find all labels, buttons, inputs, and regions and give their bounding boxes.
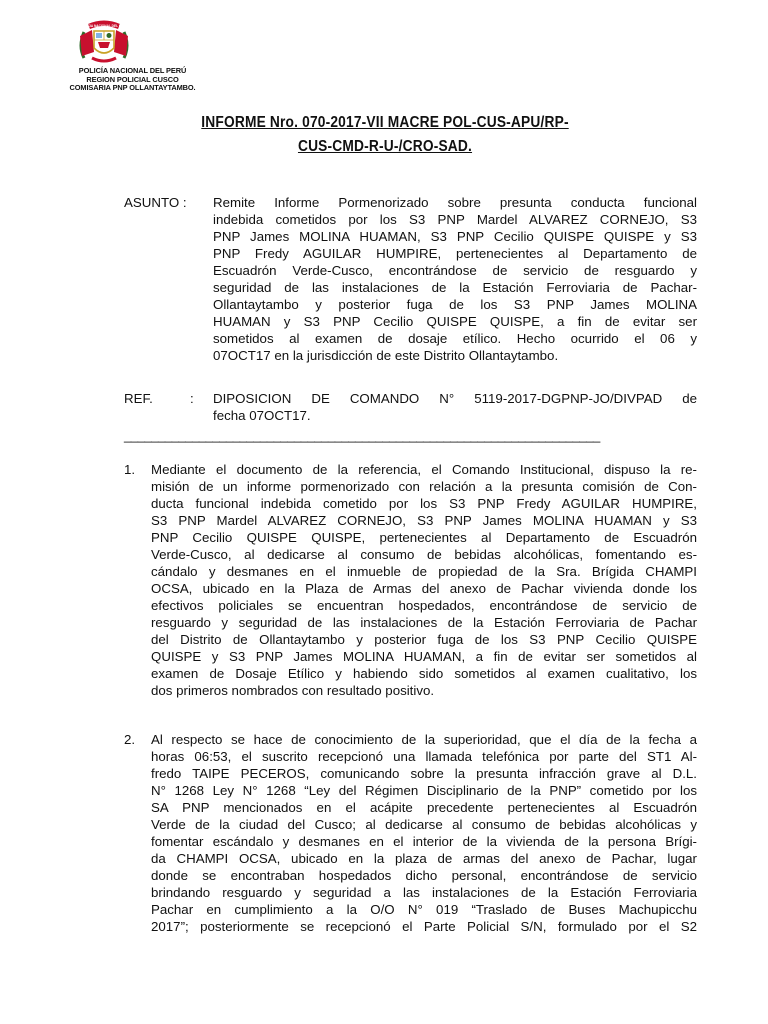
institution-line: REGION POLICIAL CUSCO bbox=[86, 74, 179, 84]
text-line: 07OCT17 en la jurisdicción de este Distrito Ollantaytambo. bbox=[213, 348, 559, 363]
institution-line: COMISARIA PNP OLLANTAYTAMBO. bbox=[69, 83, 196, 93]
text-line: efectivos policiales se encuentran hospedados, encontrándose de servicio de bbox=[151, 598, 697, 613]
text-line: Ollantaytambo y posterior fuga de los S3 PNP James MOLINA bbox=[213, 297, 697, 312]
text-line: seguridad de las instalaciones de la Estación Ferroviaria de Pachar- bbox=[213, 280, 697, 295]
text-line: DIPOSICION DE COMANDO N° 5119-2017-DGPNP-JO/DIVPAD de bbox=[213, 391, 697, 406]
text-line: da CHAMPI OCSA, ubicado en la plaza de armas del anexo de Pachar, lugar bbox=[151, 851, 697, 866]
institution-line: POLICÍA NACIONAL DEL PERÚ bbox=[78, 66, 187, 75]
text-line: HUAMAN y S3 PNP Cecilio QUISPE QUISPE, a fin de evitar ser bbox=[213, 314, 697, 329]
text-line: Escuadrón Verde-Cusco, encontrándose de servicio de resguardo y bbox=[213, 263, 697, 278]
text-line: QUISPE y S3 PNP James MOLINA HUAMAN, a fin de evitar ser sometidos al bbox=[151, 649, 697, 664]
text-line: Pachar en cumplimiento a la O/O N° 019 “Traslado de Buses Machupicchu bbox=[151, 902, 697, 917]
institution-block bbox=[40, 67, 225, 93]
report-title-line: INFORME Nro. 070-2017-VII MACRE POL-CUS-APU/RP- bbox=[201, 114, 569, 131]
text-line: dos primeros nombrados con resultado positivo. bbox=[151, 683, 435, 698]
text-line: Al respecto se hace de conocimiento de la superioridad, que el día de la fecha a bbox=[151, 732, 697, 747]
text-line: 2017”; posteriormente se recepcionó el Parte Policial S/N, formulado por el S2 bbox=[151, 919, 697, 934]
report-title bbox=[150, 111, 620, 159]
text-line: ducta funcional indebida cometido por los S3 PNP Fredy AGUILAR HUMPIRE, bbox=[151, 496, 697, 511]
text-line: horas 06:53, el suscrito recepcionó una llamada telefónica por parte del ST1 Al- bbox=[151, 749, 697, 764]
text-line: S3 PNP Mardel ALVAREZ CORNEJO, S3 PNP James MOLINA HUAMAN y S3 bbox=[151, 513, 697, 528]
report-title-line: CUS-CMD-R-U-/CRO-SAD. bbox=[297, 138, 473, 155]
asunto-text bbox=[213, 194, 697, 364]
text-line: indebida cometidos por los S3 PNP Mardel ALVAREZ CORNEJO, S3 bbox=[213, 212, 697, 227]
text-line: brindando resguardo y seguridad a las instalaciones de la Estación Ferroviaria bbox=[151, 885, 697, 900]
text-line: OCSA, ubicado en la Plaza de Armas del anexo de Pachar vivienda donde los bbox=[151, 581, 697, 596]
text-line: misión de un informe pormenorizado con relación a la presunta comisión de Con- bbox=[151, 479, 697, 494]
text-line: sometidos al examen de dosaje etílico. Hecho ocurrido el 06 y bbox=[213, 331, 697, 346]
text-line: examen de Dosaje Etílico y habiendo sido sometidos al examen cualitativo, los bbox=[151, 666, 697, 681]
asunto-label: ASUNTO : bbox=[124, 195, 187, 210]
text-line: donde se encontraban hospedados dicho personal, encontrándose de servicio bbox=[151, 868, 697, 883]
ref-label: REF. bbox=[124, 391, 153, 406]
text-line: fecha 07OCT17. bbox=[213, 408, 311, 423]
paragraph-2 bbox=[151, 731, 697, 935]
text-line: N° 1268 Ley N° 1268 “Ley del Régimen Disciplinario de la PNP” cometido por los bbox=[151, 783, 697, 798]
police-emblem-icon bbox=[74, 18, 134, 66]
paragraph-number: 1. bbox=[124, 462, 136, 477]
text-line: Remite Informe Pormenorizado sobre presunta conducta funcional bbox=[213, 195, 697, 210]
ref-colon: : bbox=[190, 391, 194, 406]
text-line: PNP James MOLINA HUAMAN, S3 PNP Cecilio QUISPE QUISPE y S3 bbox=[213, 229, 697, 244]
paragraph-1 bbox=[151, 461, 697, 699]
separator-line: ______________________________________________________________________ bbox=[124, 428, 600, 443]
text-line: PNP Cecilio QUISPE QUISPE, pertenecientes al Departamento de Escuadrón bbox=[151, 530, 697, 545]
text-line: PNP Fredy AGUILAR HUMPIRE, pertenecientes al Departamento de bbox=[213, 246, 697, 261]
text-line: Mediante el documento de la referencia, el Comando Institucional, dispuso la re- bbox=[151, 462, 697, 477]
emblem-banner-text: POLICIA NACIONAL DEL PERU bbox=[80, 24, 128, 28]
text-line: Verde de la ciudad del Cusco; al dedicarse al consumo de bebidas alcohólicas y bbox=[151, 817, 697, 832]
text-line: Verde-Cusco, al dedicarse al consumo de bebidas alcohólicas, fomentando es- bbox=[151, 547, 697, 562]
text-line: fomentar escándalo y desmanes en el interior de la vivienda de la persona Brígi- bbox=[151, 834, 697, 849]
text-line: cándalo y desmanes en el inmueble de propiedad de la Sra. Brígida CHAMPI bbox=[151, 564, 697, 579]
text-line: resguardo y seguridad de las instalaciones de la Estación Ferroviaria de Pachar bbox=[151, 615, 697, 630]
text-line: fredo TAIPE PECEROS, comunicando sobre la presunta infracción grave al D.L. bbox=[151, 766, 697, 781]
text-line: SA PNP mencionados en el acápite precedente pertenecientes al Escuadrón bbox=[151, 800, 697, 815]
ref-text bbox=[213, 390, 697, 424]
text-line: del Distrito de Ollantaytambo y posterior fuga de los S3 PNP Cecilio QUISPE bbox=[151, 632, 697, 647]
paragraph-number: 2. bbox=[124, 732, 136, 747]
